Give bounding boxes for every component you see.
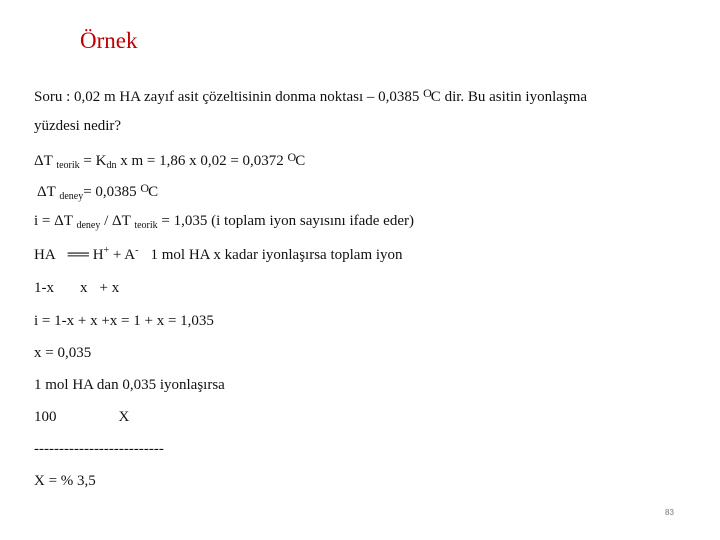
t-symbol: T: [63, 213, 73, 229]
equilibrium-arrow: ══: [67, 247, 89, 263]
celsius-unit: C: [430, 89, 441, 105]
equals-k: = K: [79, 153, 107, 169]
result-line: X = % 3,5: [34, 473, 96, 489]
equation-i-sum: i = 1-x + x +x = 1 + x = 1,035: [34, 313, 214, 329]
celsius-unit: C: [295, 153, 306, 169]
equation-experimental: [37, 181, 158, 202]
proportion-100: 100: [34, 409, 57, 425]
delta-symbol: Δ: [34, 153, 44, 169]
equation-theoretical: [34, 150, 305, 171]
question-line-1: [34, 86, 587, 106]
amount-ha: 1-x: [34, 280, 54, 296]
h-species: H: [92, 247, 104, 263]
superscript-plus: +: [103, 245, 110, 256]
amount-h: x: [80, 280, 88, 296]
delta-symbol: Δ: [54, 213, 64, 229]
subscript-deney: deney: [76, 220, 101, 231]
equation-1-end: x m = 1,86 x 0,02 = 0,0372: [116, 153, 288, 169]
dissociation-note: 1 mol HA x kadar iyonlaşırsa toplam iyon: [150, 247, 403, 263]
celsius-unit: C: [148, 184, 159, 200]
equation-vant-hoff: [34, 213, 414, 231]
equation-x-value: x = 0,035: [34, 345, 92, 361]
page-number: 83: [665, 508, 674, 517]
delta-symbol: Δ: [37, 184, 47, 200]
plus-a-species: + A: [112, 247, 136, 263]
equation-2-end: = 0,0385: [83, 184, 141, 200]
question-text-a: Soru : 0,02 m HA zayıf asit çözeltisinin donma noktası – 0,0385: [34, 89, 424, 105]
degree-symbol: O: [287, 150, 296, 164]
delta-symbol: Δ: [112, 213, 122, 229]
degree-symbol: O: [423, 86, 431, 100]
question-text-b: dir. Bu asitin iyonlaşma: [440, 89, 588, 105]
proportion-statement: 1 mol HA dan 0,035 iyonlaşırsa: [34, 377, 225, 393]
slide-title: Örnek: [80, 28, 138, 53]
subscript-teorik: teorik: [56, 160, 80, 171]
question-line-2: yüzdesi nedir?: [34, 118, 122, 134]
subscript-deney: deney: [59, 191, 84, 202]
slash: /: [100, 213, 113, 229]
degree-symbol: O: [140, 181, 149, 195]
t-symbol: T: [46, 184, 56, 200]
equilibrium-amounts: [34, 280, 119, 297]
equation-3-end: = 1,035 (i toplam iyon sayısını ifade eder): [157, 213, 414, 229]
subscript-teorik: teorik: [134, 220, 158, 231]
superscript-minus: -: [135, 245, 139, 256]
i-equals: i =: [34, 213, 55, 229]
subscript-dn: dn: [106, 160, 117, 171]
t-symbol: T: [43, 153, 53, 169]
proportion-line: [34, 409, 129, 426]
amount-a: + x: [99, 280, 120, 296]
proportion-x: X: [118, 409, 130, 425]
dissociation-equation: [34, 245, 403, 264]
t-symbol: T: [121, 213, 131, 229]
ha-species: HA: [34, 247, 56, 263]
separator-dashes: --------------------------: [34, 441, 164, 457]
